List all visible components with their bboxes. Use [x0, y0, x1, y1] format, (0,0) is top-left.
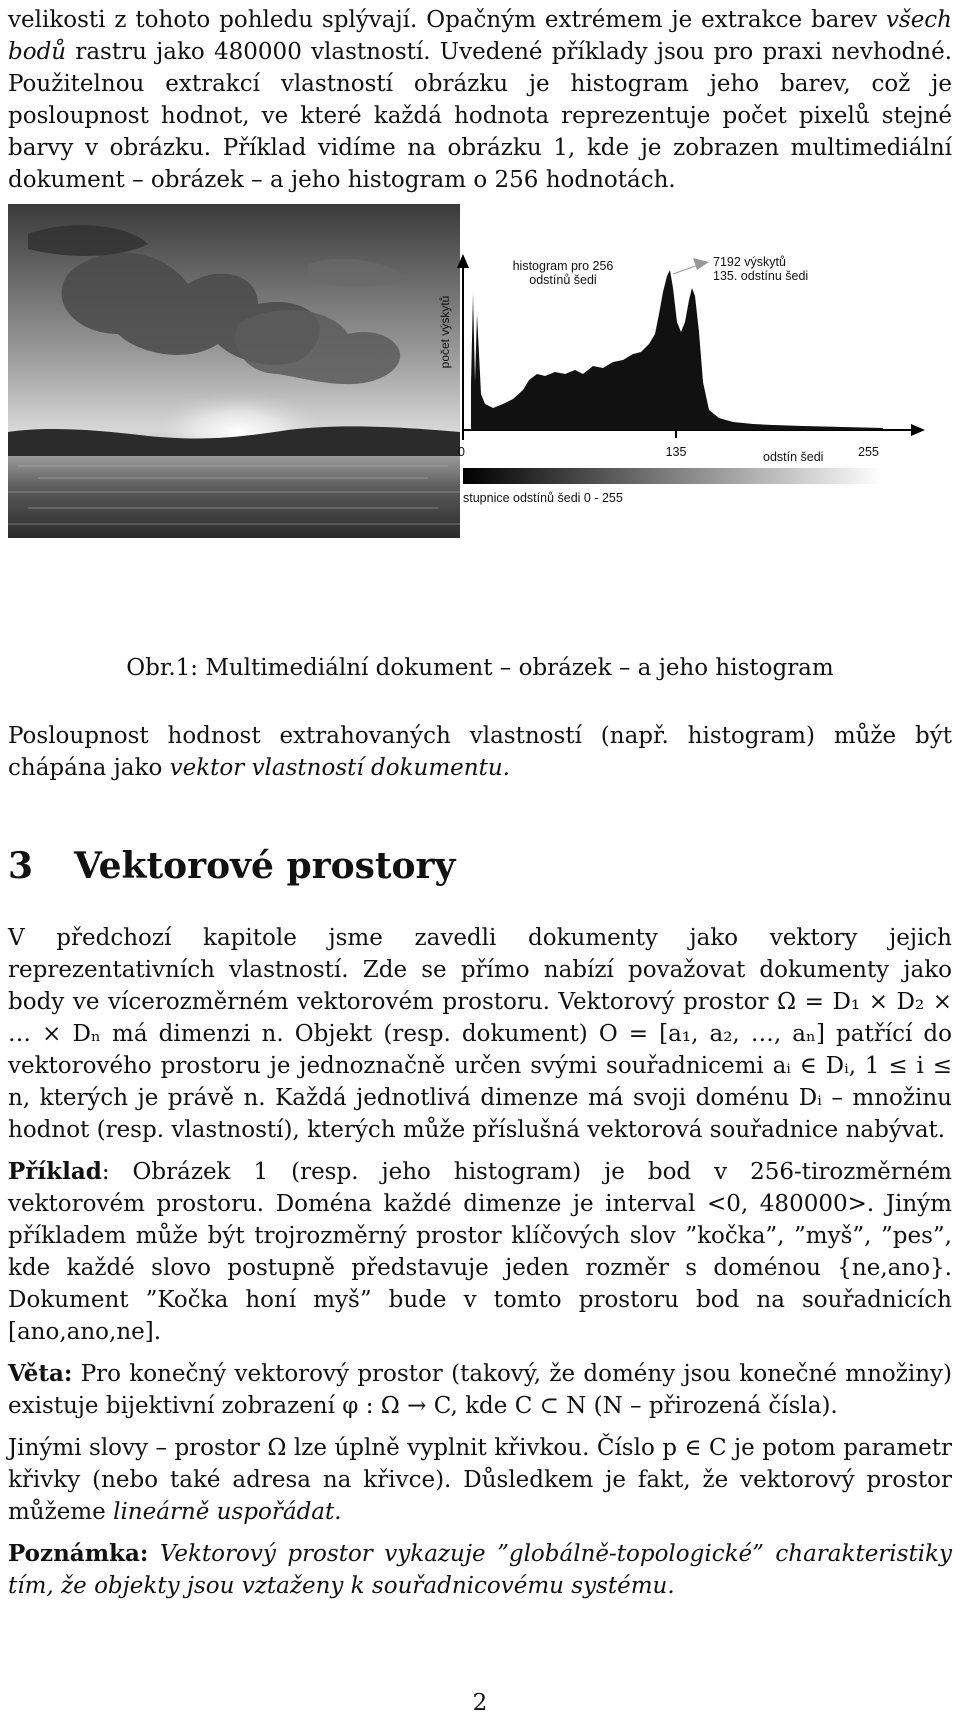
intro-emphasis: všech bodů — [8, 7, 952, 65]
histogram-diagram — [438, 204, 952, 534]
figure-1 — [8, 200, 952, 570]
intro-text-1: velikosti z tohoto pohledu splývají. Opačným extrémem je extrakce barev — [8, 7, 886, 33]
tick-label-255: 255 — [858, 445, 879, 459]
y-axis-label: počet výskytů — [438, 295, 452, 369]
tick-label-0: 0 — [458, 445, 465, 459]
histogram-label-1: histogram pro 256 — [512, 259, 614, 273]
grayscale-label: stupnice odstínů šedi 0 - 255 — [463, 491, 623, 505]
histogram-bars — [471, 270, 883, 430]
annotation-arrowhead — [693, 258, 709, 270]
histogram-label-2: odstínů šedi — [529, 273, 597, 287]
intro-paragraph — [8, 4, 952, 196]
example-paragraph — [8, 1156, 952, 1348]
intro-text-2: rastru jako 480000 vlastností. Uvedené příklady jsou pro praxi nevhodné. Použitelnou extrakcí vlastností obrázku je histogram jeho barev, což je posloupnost hodnot, ve které každá hodnota reprezentuje počet pixelů stejné barvy v obrázku. Příklad vidíme na obrázku 1, kde je zobrazen multimediální dokument – obrázek – a jeho histogram o 256 hodnotách. — [8, 39, 952, 193]
annotation-label-1: 7192 výskytů — [713, 255, 786, 269]
section-number: 3 — [8, 845, 34, 887]
curve-paragraph — [8, 1432, 952, 1528]
tick-label-135: 135 — [665, 445, 687, 459]
annotation-label-2: 135. odstínu šedi — [713, 269, 809, 283]
curve-text: Jinými slovy – prostor Ω lze úplně vyplnit křivkou. Číslo p ∈ C je potom parametr křivky (nebo také adresa na křivce). Důsledkem je fakt, že vektorový prostor můžeme — [8, 1435, 952, 1525]
section-heading — [8, 844, 455, 888]
note-text: Vektorový prostor vykazuje ”globálně-topologické” charakteristiky tím, že objekty jsou vztaženy k souřadnicovému systému. — [8, 1541, 952, 1599]
feature-vector-paragraph — [8, 720, 952, 784]
note-label: Poznámka: — [8, 1540, 149, 1567]
theorem-label: Věta: — [8, 1360, 73, 1387]
feature-vector-emphasis: vektor vlastností dokumentu. — [169, 755, 510, 781]
curve-emphasis: lineárně uspořádat. — [113, 1499, 342, 1525]
theorem-text: Pro konečný vektorový prostor (takový, že domény jsou konečné množiny) existuje bijektivní zobrazení φ : Ω → C, kde C ⊂ N (N – přirozená čísla). — [8, 1361, 952, 1419]
figure-caption: Obr.1: Multimediální dokument – obrázek – a jeho histogram — [126, 655, 834, 681]
section-title: Vektorové prostory — [74, 845, 456, 887]
x-axis-arrow — [911, 424, 925, 436]
page-number: 2 — [472, 1690, 488, 1716]
grayscale-bar — [463, 468, 883, 484]
example-label: Příklad — [8, 1158, 102, 1185]
vector-space-paragraph: V předchozí kapitole jsme zavedli dokumenty jako vektory jejich reprezentativních vlastností. Zde se přímo nabízí považovat dokumenty jako body ve vícerozměrném vektorovém prostoru. Vektorový prostor Ω = D₁ × D₂ × … × Dₙ má dimenzi n. Objekt (resp. dokument) O = [a₁, a₂, …, aₙ] patřící do vektorového prostoru je jednoznačně určen svými souřadnicemi aᵢ ∈ Dᵢ, 1 ≤ i ≤ n, kterých je právě n. Každá jednotlivá dimenze má svoji doménu Dᵢ – množinu hodnot (resp. vlastností), kterých může příslušná vektorová souřadnice nabývat. — [8, 925, 952, 1143]
x-axis-label: odstín šedi — [763, 450, 824, 464]
section-body — [8, 922, 952, 1612]
note-paragraph — [8, 1538, 952, 1602]
feature-vector-text: Posloupnost hodnost extrahovaných vlastností (např. histogram) může být chápána jako — [8, 723, 952, 781]
example-text: : Obrázek 1 (resp. jeho histogram) je bod v 256-tirozměrném vektorovém prostoru. Doména každé dimenze je interval <0, 480000>. Jiným příkladem může být trojrozměrný prostor klíčových slov ”kočka”, ”myš”, ”pes”, kde každé slovo postupně představuje jeden rozměr s doménou {ne,ano}. Dokument ”Kočka honí myš” bude v tomto prostoru bod na souřadnicích [ano,ano,ne]. — [8, 1159, 952, 1345]
theorem-paragraph — [8, 1358, 952, 1422]
sunset-photo — [8, 204, 460, 538]
